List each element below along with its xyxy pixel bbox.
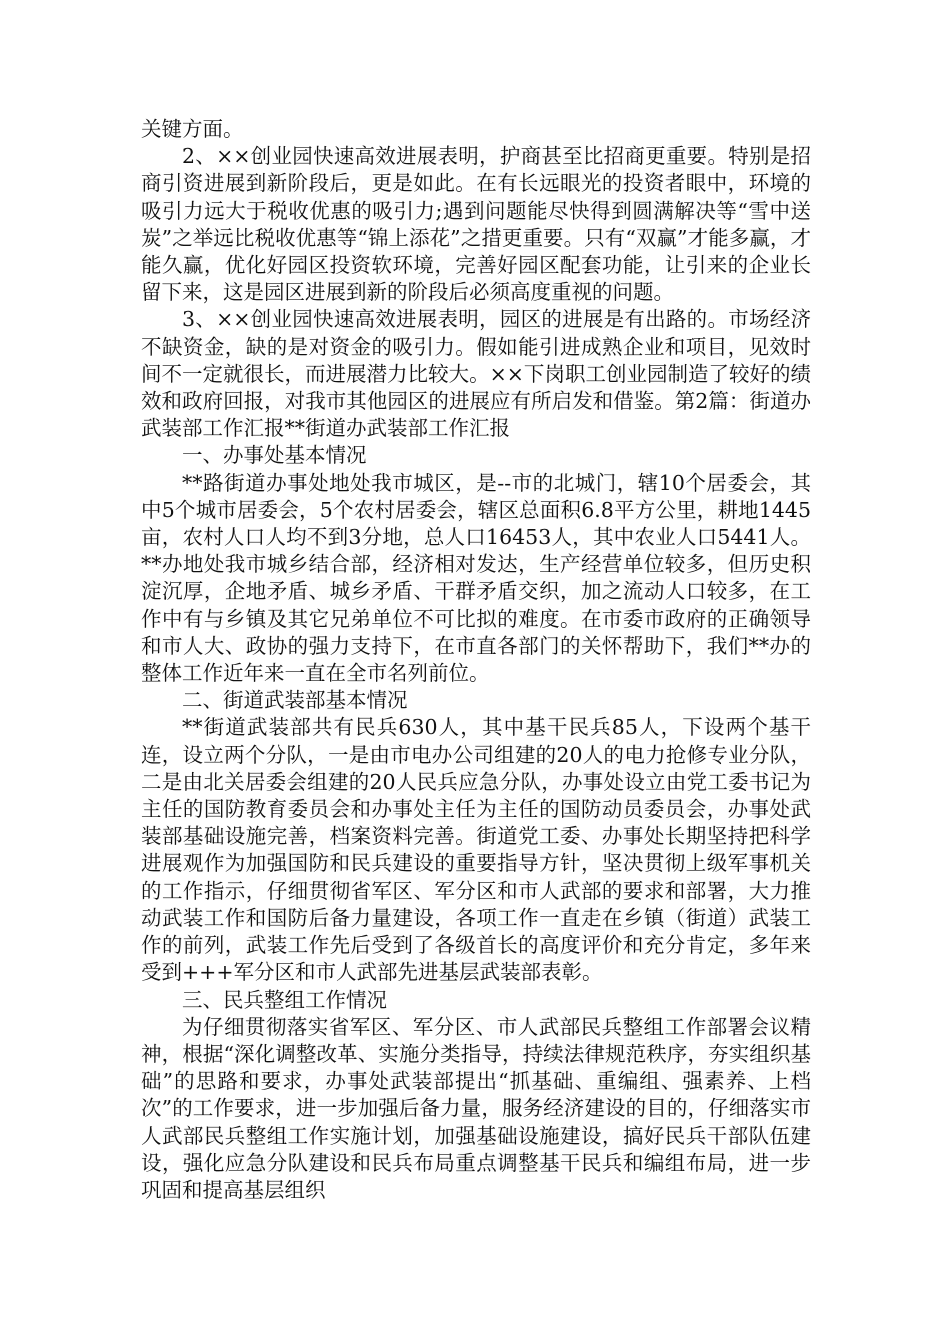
- document-body: [141, 116, 811, 1204]
- paragraph-armed-forces-overview: **街道武装部共有民兵630人，其中基干民兵85人，下设两个基干连，设立两个分队，一是由市电办公司组建的20人的电力抢修专业分队，二是由北关居委会组建的20人民兵应急分队，办事处设立由党工委书记为主任的国防教育委员会和办事处主任为主任的国防动员委员会，办事处武装部基础设施完善，档案资料完善。街道党工委、办事处长期坚持把科学进展观作为加强国防和民兵建设的重要指导方针，坚决贯彻上级军事机关的工作指示，仔细贯彻省军区、军分区和市人武部的要求和部署，大力推动武装工作和国防后备力量建设，各项工作一直走在乡镇（街道）武装工作的前列，武装工作先后受到了各级首长的高度评价和充分肯定，多年来受到+++军分区和市人武部先进基层武装部表彰。: [141, 715, 811, 985]
- section-heading-3: 三、民兵整组工作情况: [182, 987, 387, 1012]
- paragraph-point-3: 3、××创业园快速高效进展表明，园区的进展是有出路的。市场经济不缺资金，缺的是对资金的吸引力。假如能引进成熟企业和项目，见效时间不一定就很长，而进展潜力比较大。××下岗职工创业园制造了较好的绩效和政府回报，对我市其他园区的进展应有所启发和借鉴。第2篇：街道办武装部工作汇报**街道办武装部工作汇报: [141, 307, 811, 441]
- section-heading-2: 二、街道武装部基本情况: [182, 688, 408, 713]
- paragraph-continuation: 关键方面。: [141, 117, 244, 141]
- paragraph-militia-reorganization: 为仔细贯彻落实省军区、军分区、市人武部民兵整组工作部署会议精神，根据“深化调整改革、实施分类指导，持续法律规范秩序，夯实组织基础”的思路和要求，办事处武装部提出“抓基础、重编组、强素养、上档次”的工作要求，进一步加强后备力量，服务经济建设的目的，仔细落实市人武部民兵整组工作实施计划，加强基础设施建设，搞好民兵干部队伍建设，强化应急分队建设和民兵布局重点调整基干民兵和编组布局，进一步巩固和提高基层组织: [141, 1014, 811, 1202]
- section-heading-1: 一、办事处基本情况: [182, 443, 367, 468]
- paragraph-office-overview: **路街道办事处地处我市城区，是--市的北城门，辖10个居委会，其中5个城市居委会，5个农村居委会，辖区总面积6.8平方公里，耕地1445亩，农村人口人均不到3分地，总人口16453人，其中农业人口5441人。**办地处我市城乡结合部，经济相对发达，生产经营单位较多，但历史积淀沉厚，企地矛盾、城乡矛盾、干群矛盾交织，加之流动人口较多，在工作中有与乡镇及其它兄弟单位不可比拟的难度。在市委市政府的正确领导和市人大、政协的强力支持下，在市直各部门的关怀帮助下，我们**办的整体工作近年来一直在全市名列前位。: [141, 470, 811, 686]
- paragraph-point-2: 2、××创业园快速高效进展表明，护商甚至比招商更重要。特别是招商引资进展到新阶段后，更是如此。在有长远眼光的投资者眼中，环境的吸引力远大于税收优惠的吸引力;遇到问题能尽快得到圆满解决等“雪中送炭”之举远比税收优惠等“锦上添花”之措更重要。只有“双赢”才能多赢，才能久赢，优化好园区投资软环境，完善好园区配套功能，让引来的企业长留下来，这是园区进展到新的阶段后必须高度重视的问题。: [141, 144, 811, 305]
